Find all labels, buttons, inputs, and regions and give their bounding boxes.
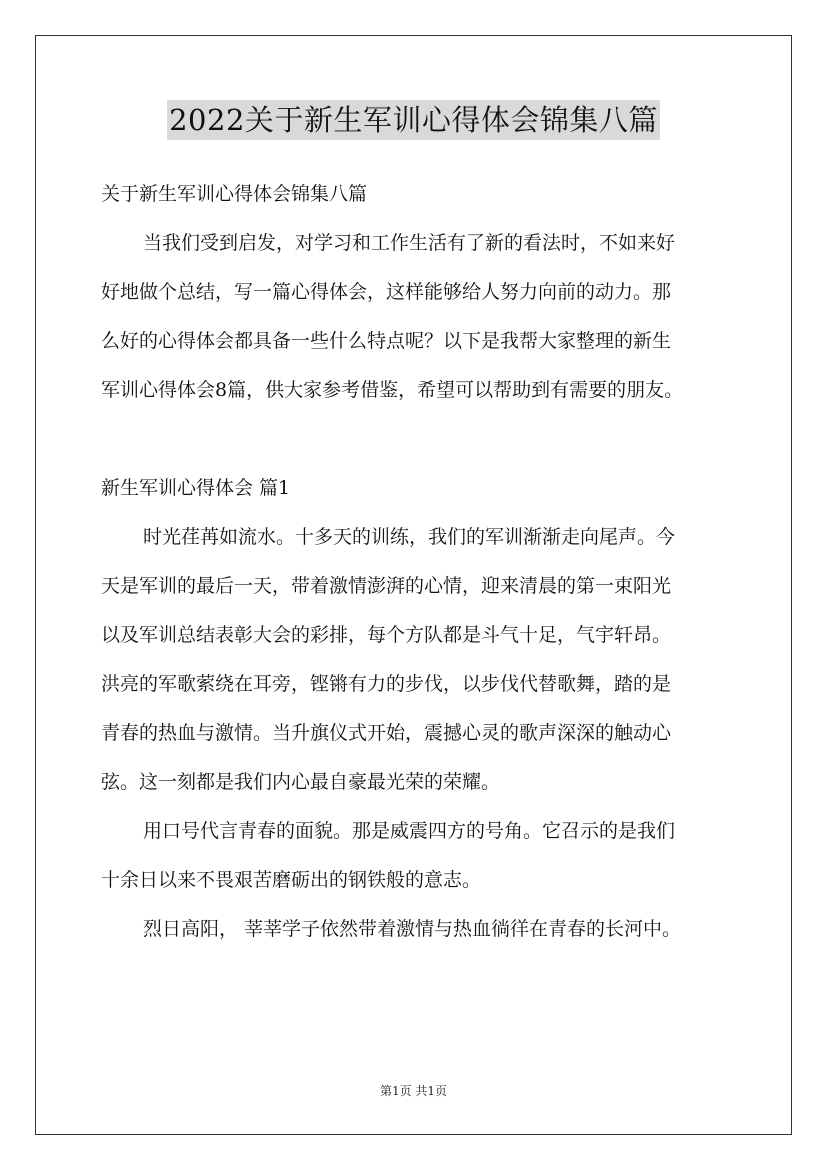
document-title: 2022关于新生军训心得体会锦集八篇 — [167, 100, 660, 140]
intro-line: 么好的心得体会都具备一些什么特点呢？以下是我帮大家整理的新生 — [101, 330, 672, 352]
paragraph-line: 洪亮的军歌萦绕在耳旁，铿锵有力的步伐，以步伐代替歌舞，踏的是 — [101, 673, 672, 695]
intro-line: 好地做个总结，写一篇心得体会，这样能够给人努力向前的动力。那 — [101, 281, 672, 303]
paragraph-line: 青春的热血与激情。当升旗仪式开始，震撼心灵的歌声深深的触动心 — [101, 722, 672, 744]
paragraph-line: 天是军训的最后一天，带着激情澎湃的心情，迎来清晨的第一束阳光 — [101, 575, 672, 597]
paragraph-line: 十余日以来不畏艰苦磨砺出的钢铁般的意志。 — [101, 869, 482, 891]
intro-line: 当我们受到启发，对学习和工作生活有了新的看法时，不如来好 — [143, 232, 676, 254]
section-heading: 新生军训心得体会 篇1 — [101, 477, 291, 499]
title-container — [0, 100, 827, 140]
paragraph-line: 烈日高阳， 莘莘学子依然带着激情与热血徜徉在青春的长河中。 — [143, 918, 682, 940]
paragraph-gap — [101, 415, 741, 464]
document-subtitle: 关于新生军训心得体会锦集八篇 — [101, 183, 368, 205]
paragraph-line: 以及军训总结表彰大会的彩排，每个方队都是斗气十足，气宇轩昂。 — [101, 624, 672, 646]
paragraph-line: 弦。这一刻都是我们内心最自豪最光荣的荣耀。 — [101, 771, 501, 793]
paragraph-line: 时光荏苒如流水。十多天的训练，我们的军训渐渐走向尾声。今 — [143, 526, 676, 548]
document-body — [101, 170, 741, 954]
page-footer: 第1页 共1页 — [379, 1084, 448, 1098]
paragraph-line: 用口号代言青春的面貌。那是威震四方的号角。它召示的是我们 — [143, 820, 676, 842]
intro-line: 军训心得体会8篇，供大家参考借鉴，希望可以帮助到有需要的朋友。 — [101, 379, 684, 401]
